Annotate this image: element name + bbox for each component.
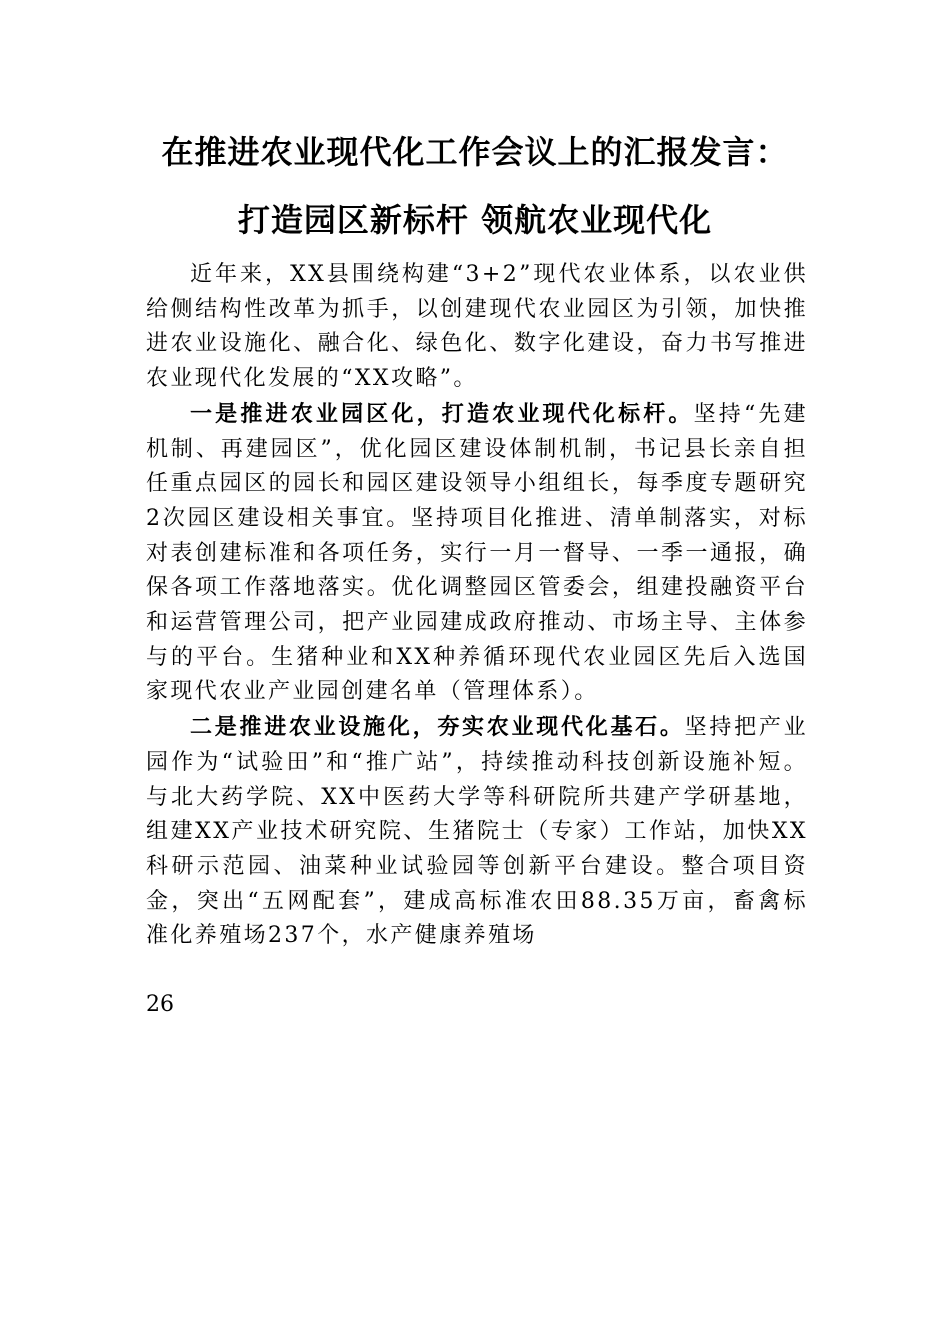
paragraph-text: 坚持把产业园作为“试验田”和“推广站”，持续推动科技创新设施补短。与北大药学院、XX中医药大学等科研院所共建产学研基地，组建XX产业技术研究院、生猪院士（专家）工作站，加快XX科研示范园、油菜种业试验园等创新平台建设。整合项目资金，突出“五网配套”，建成高标准农田88.35万亩，畜禽标准化养殖场237个，水产健康养殖场	[146, 715, 808, 949]
page-number: 26	[146, 992, 174, 1017]
paragraph-heading: 二是推进农业设施化，夯实农业现代化基石。	[190, 714, 685, 741]
paragraph-section-one	[146, 397, 808, 710]
paragraph-intro	[146, 258, 808, 397]
paragraph-section-two	[146, 710, 808, 954]
document-title-line-1: 在推进农业现代化工作会议上的汇报发言：	[161, 133, 789, 171]
paragraph-text: 坚持“先建机制、再建园区”，优化园区建设体制机制，书记县长亲自担任重点园区的园长和园区建设领导小组组长，每季度专题研究2次园区建设相关事宜。坚持项目化推进、清单制落实，对标对表创建标准和各项任务，实行一月一督导、一季一通报，确保各项工作落地落实。优化调整园区管委会，组建投融资平台和运营管理公司，把产业园建成政府推动、市场主导、主体参与的平台。生猪种业和XX种养循环现代农业园区先后入选国家现代农业产业园创建名单（管理体系）。	[146, 401, 808, 705]
paragraph-heading: 一是推进农业园区化，打造农业现代化标杆。	[190, 400, 694, 427]
document-body	[146, 258, 808, 954]
paragraph-text: 近年来，XX县围绕构建“3+2”现代农业体系，以农业供给侧结构性改革为抓手，以创建现代农业园区为引领，加快推进农业设施化、融合化、绿色化、数字化建设，奋力书写推进农业现代化发展的“XX攻略”。	[146, 262, 808, 392]
document-title-line-2: 打造园区新标杆 领航农业现代化	[237, 201, 713, 239]
